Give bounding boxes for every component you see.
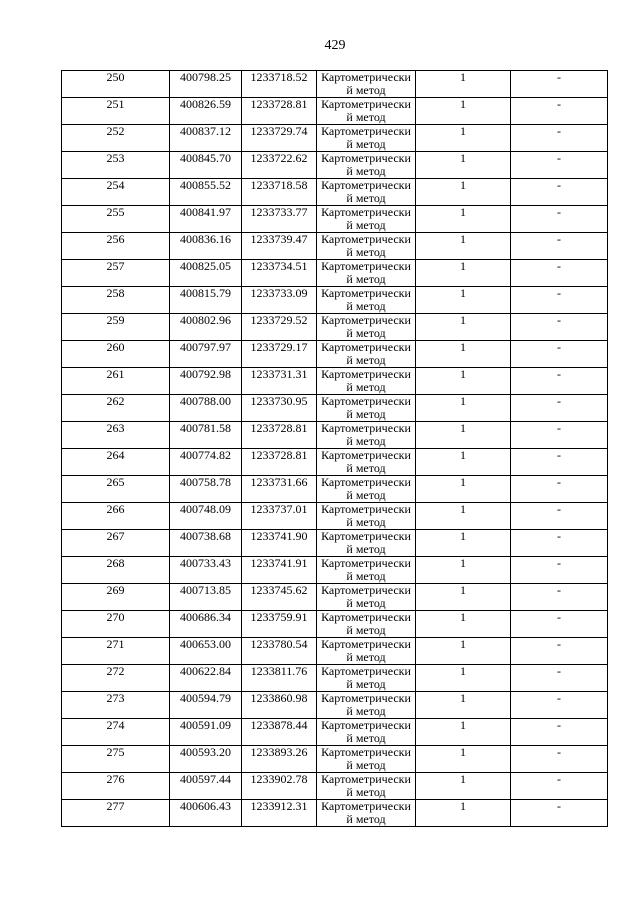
accuracy-cell: 1 (416, 746, 511, 773)
note-cell: - (511, 449, 608, 476)
y-coordinate-cell: 1233912.31 (242, 800, 317, 827)
point-number-cell: 263 (62, 422, 170, 449)
method-cell: Картометрически й метод (317, 557, 416, 584)
accuracy-cell: 1 (416, 476, 511, 503)
y-coordinate-cell: 1233730.95 (242, 395, 317, 422)
y-coordinate-cell: 1233737.01 (242, 503, 317, 530)
y-coordinate-cell: 1233718.52 (242, 71, 317, 98)
table-row (62, 206, 608, 233)
y-coordinate-cell: 1233729.17 (242, 341, 317, 368)
method-cell: Картометрически й метод (317, 503, 416, 530)
accuracy-cell: 1 (416, 638, 511, 665)
method-cell: Картометрически й метод (317, 611, 416, 638)
point-number-cell: 272 (62, 665, 170, 692)
method-cell: Картометрически й метод (317, 692, 416, 719)
y-coordinate-cell: 1233728.81 (242, 449, 317, 476)
note-cell: - (511, 530, 608, 557)
accuracy-cell: 1 (416, 71, 511, 98)
y-coordinate-cell: 1233780.54 (242, 638, 317, 665)
note-cell: - (511, 422, 608, 449)
point-number-cell: 254 (62, 179, 170, 206)
point-number-cell: 276 (62, 773, 170, 800)
table-row (62, 719, 608, 746)
coordinates-table-body (62, 71, 608, 827)
note-cell: - (511, 98, 608, 125)
method-cell: Картометрически й метод (317, 530, 416, 557)
note-cell: - (511, 368, 608, 395)
y-coordinate-cell: 1233728.81 (242, 98, 317, 125)
point-number-cell: 264 (62, 449, 170, 476)
accuracy-cell: 1 (416, 692, 511, 719)
table-row (62, 395, 608, 422)
table-row (62, 314, 608, 341)
point-number-cell: 262 (62, 395, 170, 422)
method-cell: Картометрически й метод (317, 125, 416, 152)
note-cell: - (511, 584, 608, 611)
table-row (62, 152, 608, 179)
note-cell: - (511, 71, 608, 98)
accuracy-cell: 1 (416, 503, 511, 530)
point-number-cell: 258 (62, 287, 170, 314)
accuracy-cell: 1 (416, 260, 511, 287)
y-coordinate-cell: 1233893.26 (242, 746, 317, 773)
point-number-cell: 257 (62, 260, 170, 287)
accuracy-cell: 1 (416, 179, 511, 206)
table-row (62, 179, 608, 206)
note-cell: - (511, 206, 608, 233)
note-cell: - (511, 719, 608, 746)
accuracy-cell: 1 (416, 611, 511, 638)
y-coordinate-cell: 1233902.78 (242, 773, 317, 800)
x-coordinate-cell: 400792.98 (170, 368, 242, 395)
x-coordinate-cell: 400788.00 (170, 395, 242, 422)
y-coordinate-cell: 1233718.58 (242, 179, 317, 206)
table-row (62, 611, 608, 638)
accuracy-cell: 1 (416, 314, 511, 341)
accuracy-cell: 1 (416, 719, 511, 746)
method-cell: Картометрически й метод (317, 773, 416, 800)
note-cell: - (511, 611, 608, 638)
table-row (62, 287, 608, 314)
note-cell: - (511, 638, 608, 665)
y-coordinate-cell: 1233741.90 (242, 530, 317, 557)
note-cell: - (511, 746, 608, 773)
y-coordinate-cell: 1233731.66 (242, 476, 317, 503)
point-number-cell: 277 (62, 800, 170, 827)
x-coordinate-cell: 400781.58 (170, 422, 242, 449)
table-row (62, 233, 608, 260)
accuracy-cell: 1 (416, 287, 511, 314)
table-row (62, 422, 608, 449)
x-coordinate-cell: 400597.44 (170, 773, 242, 800)
table-row (62, 503, 608, 530)
note-cell: - (511, 557, 608, 584)
method-cell: Картометрически й метод (317, 746, 416, 773)
accuracy-cell: 1 (416, 773, 511, 800)
accuracy-cell: 1 (416, 233, 511, 260)
note-cell: - (511, 476, 608, 503)
y-coordinate-cell: 1233722.62 (242, 152, 317, 179)
note-cell: - (511, 503, 608, 530)
y-coordinate-cell: 1233733.77 (242, 206, 317, 233)
page-number: 429 (324, 38, 346, 53)
note-cell: - (511, 800, 608, 827)
accuracy-cell: 1 (416, 368, 511, 395)
table-row (62, 638, 608, 665)
table-row (62, 449, 608, 476)
note-cell: - (511, 665, 608, 692)
y-coordinate-cell: 1233734.51 (242, 260, 317, 287)
point-number-cell: 267 (62, 530, 170, 557)
point-number-cell: 270 (62, 611, 170, 638)
method-cell: Картометрически й метод (317, 395, 416, 422)
x-coordinate-cell: 400593.20 (170, 746, 242, 773)
point-number-cell: 268 (62, 557, 170, 584)
table-row (62, 368, 608, 395)
note-cell: - (511, 287, 608, 314)
x-coordinate-cell: 400774.82 (170, 449, 242, 476)
table-row (62, 260, 608, 287)
point-number-cell: 271 (62, 638, 170, 665)
table-row (62, 530, 608, 557)
x-coordinate-cell: 400713.85 (170, 584, 242, 611)
x-coordinate-cell: 400802.96 (170, 314, 242, 341)
method-cell: Картометрически й метод (317, 233, 416, 260)
x-coordinate-cell: 400836.16 (170, 233, 242, 260)
note-cell: - (511, 692, 608, 719)
method-cell: Картометрически й метод (317, 368, 416, 395)
method-cell: Картометрически й метод (317, 71, 416, 98)
method-cell: Картометрически й метод (317, 476, 416, 503)
x-coordinate-cell: 400653.00 (170, 638, 242, 665)
point-number-cell: 253 (62, 152, 170, 179)
x-coordinate-cell: 400837.12 (170, 125, 242, 152)
method-cell: Картометрически й метод (317, 800, 416, 827)
x-coordinate-cell: 400758.78 (170, 476, 242, 503)
point-number-cell: 256 (62, 233, 170, 260)
method-cell: Картометрически й метод (317, 179, 416, 206)
table-row (62, 341, 608, 368)
method-cell: Картометрически й метод (317, 665, 416, 692)
method-cell: Картометрически й метод (317, 98, 416, 125)
note-cell: - (511, 179, 608, 206)
y-coordinate-cell: 1233759.91 (242, 611, 317, 638)
method-cell: Картометрически й метод (317, 287, 416, 314)
table-row (62, 692, 608, 719)
x-coordinate-cell: 400798.25 (170, 71, 242, 98)
note-cell: - (511, 125, 608, 152)
y-coordinate-cell: 1233878.44 (242, 719, 317, 746)
x-coordinate-cell: 400733.43 (170, 557, 242, 584)
x-coordinate-cell: 400591.09 (170, 719, 242, 746)
method-cell: Картометрически й метод (317, 260, 416, 287)
accuracy-cell: 1 (416, 341, 511, 368)
point-number-cell: 274 (62, 719, 170, 746)
note-cell: - (511, 395, 608, 422)
table-row (62, 71, 608, 98)
note-cell: - (511, 152, 608, 179)
accuracy-cell: 1 (416, 449, 511, 476)
table-row (62, 476, 608, 503)
point-number-cell: 273 (62, 692, 170, 719)
x-coordinate-cell: 400622.84 (170, 665, 242, 692)
table-row (62, 98, 608, 125)
x-coordinate-cell: 400606.43 (170, 800, 242, 827)
accuracy-cell: 1 (416, 125, 511, 152)
note-cell: - (511, 341, 608, 368)
point-number-cell: 250 (62, 71, 170, 98)
accuracy-cell: 1 (416, 584, 511, 611)
x-coordinate-cell: 400855.52 (170, 179, 242, 206)
table-row (62, 665, 608, 692)
method-cell: Картометрически й метод (317, 584, 416, 611)
method-cell: Картометрически й метод (317, 449, 416, 476)
accuracy-cell: 1 (416, 98, 511, 125)
point-number-cell: 266 (62, 503, 170, 530)
method-cell: Картометрически й метод (317, 206, 416, 233)
point-number-cell: 260 (62, 341, 170, 368)
note-cell: - (511, 260, 608, 287)
x-coordinate-cell: 400797.97 (170, 341, 242, 368)
y-coordinate-cell: 1233729.74 (242, 125, 317, 152)
table-row (62, 557, 608, 584)
accuracy-cell: 1 (416, 665, 511, 692)
note-cell: - (511, 233, 608, 260)
point-number-cell: 251 (62, 98, 170, 125)
y-coordinate-cell: 1233733.09 (242, 287, 317, 314)
point-number-cell: 255 (62, 206, 170, 233)
point-number-cell: 275 (62, 746, 170, 773)
note-cell: - (511, 773, 608, 800)
method-cell: Картометрически й метод (317, 719, 416, 746)
x-coordinate-cell: 400841.97 (170, 206, 242, 233)
x-coordinate-cell: 400815.79 (170, 287, 242, 314)
table-row (62, 773, 608, 800)
accuracy-cell: 1 (416, 557, 511, 584)
method-cell: Картометрически й метод (317, 314, 416, 341)
y-coordinate-cell: 1233860.98 (242, 692, 317, 719)
method-cell: Картометрически й метод (317, 422, 416, 449)
x-coordinate-cell: 400748.09 (170, 503, 242, 530)
y-coordinate-cell: 1233729.52 (242, 314, 317, 341)
note-cell: - (511, 314, 608, 341)
y-coordinate-cell: 1233811.76 (242, 665, 317, 692)
table-row (62, 746, 608, 773)
table-row (62, 125, 608, 152)
method-cell: Картометрически й метод (317, 341, 416, 368)
table-row (62, 800, 608, 827)
accuracy-cell: 1 (416, 152, 511, 179)
accuracy-cell: 1 (416, 530, 511, 557)
method-cell: Картометрически й метод (317, 152, 416, 179)
y-coordinate-cell: 1233741.91 (242, 557, 317, 584)
y-coordinate-cell: 1233728.81 (242, 422, 317, 449)
y-coordinate-cell: 1233739.47 (242, 233, 317, 260)
accuracy-cell: 1 (416, 422, 511, 449)
accuracy-cell: 1 (416, 800, 511, 827)
x-coordinate-cell: 400594.79 (170, 692, 242, 719)
point-number-cell: 265 (62, 476, 170, 503)
y-coordinate-cell: 1233731.31 (242, 368, 317, 395)
x-coordinate-cell: 400845.70 (170, 152, 242, 179)
accuracy-cell: 1 (416, 206, 511, 233)
method-cell: Картометрически й метод (317, 638, 416, 665)
accuracy-cell: 1 (416, 395, 511, 422)
point-number-cell: 259 (62, 314, 170, 341)
x-coordinate-cell: 400825.05 (170, 260, 242, 287)
point-number-cell: 252 (62, 125, 170, 152)
point-number-cell: 269 (62, 584, 170, 611)
x-coordinate-cell: 400826.59 (170, 98, 242, 125)
coordinates-table (61, 70, 608, 827)
x-coordinate-cell: 400738.68 (170, 530, 242, 557)
point-number-cell: 261 (62, 368, 170, 395)
y-coordinate-cell: 1233745.62 (242, 584, 317, 611)
table-row (62, 584, 608, 611)
x-coordinate-cell: 400686.34 (170, 611, 242, 638)
